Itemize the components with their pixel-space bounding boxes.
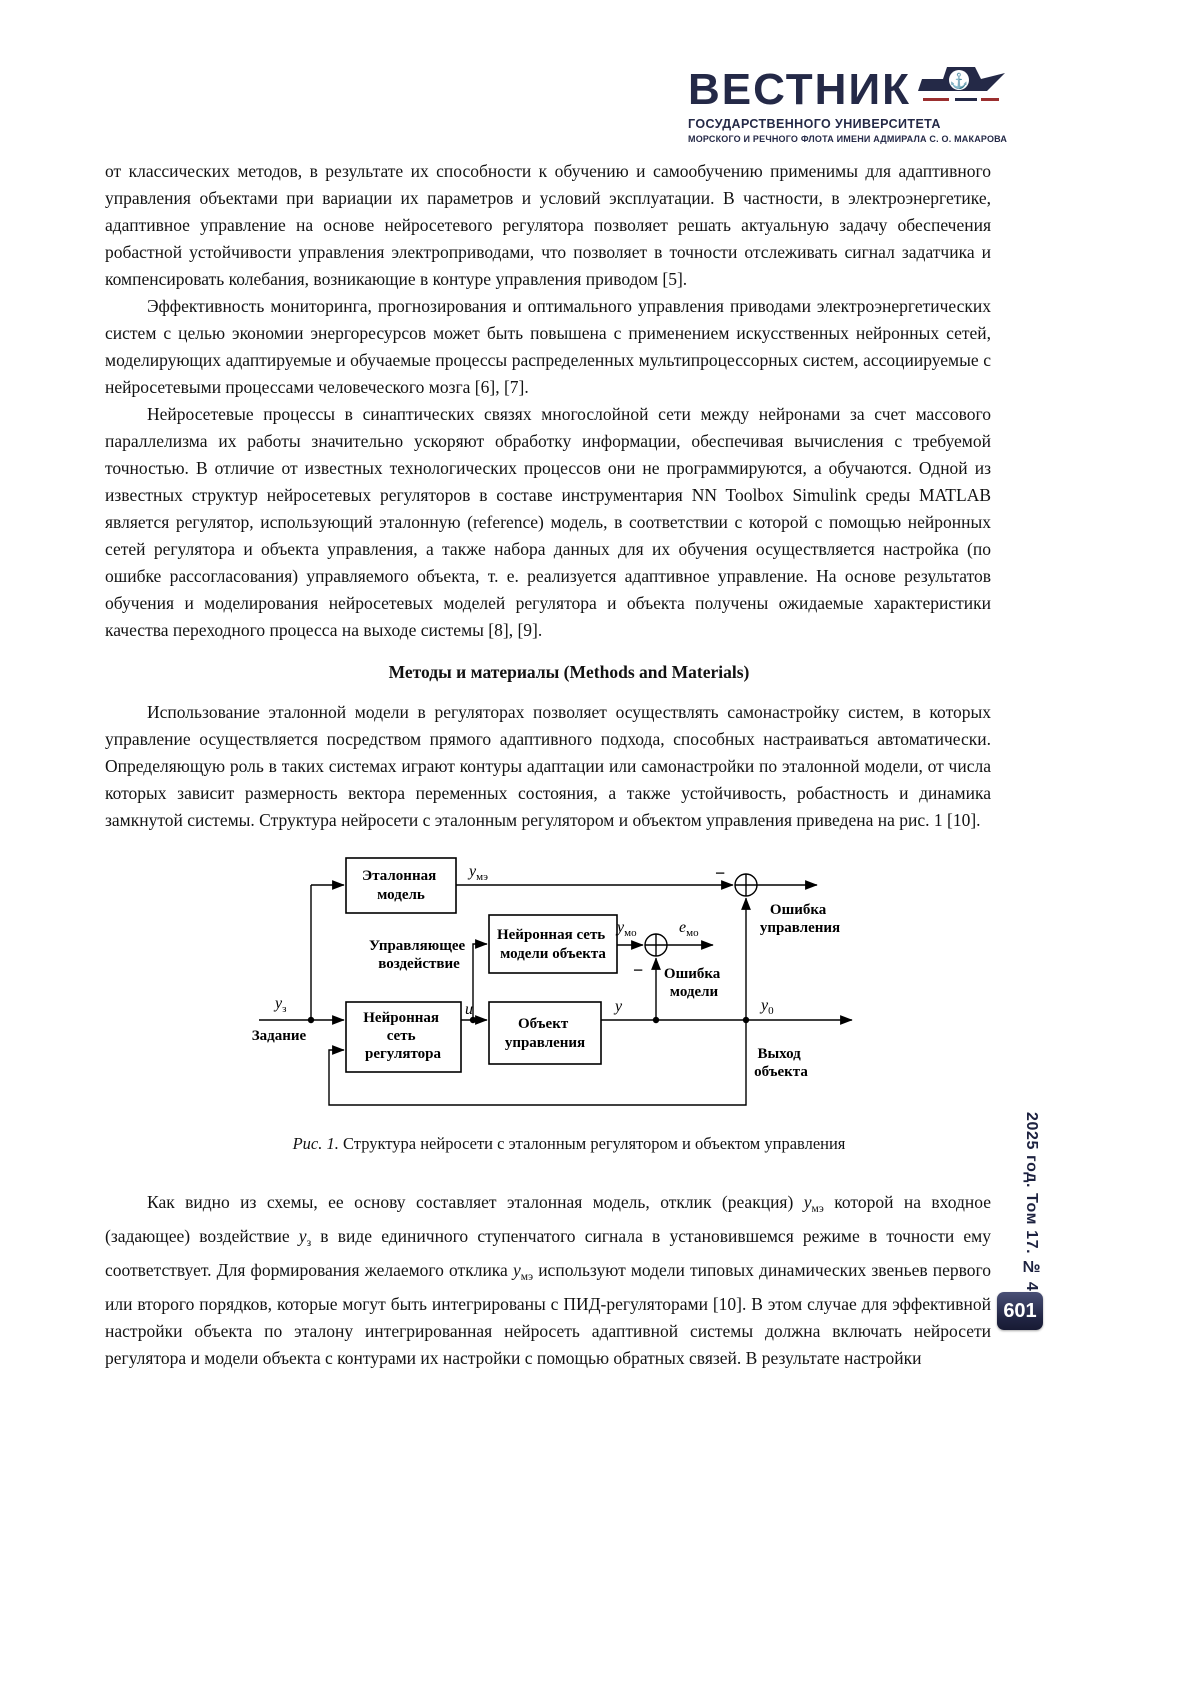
label-control-error: Ошибка управления xyxy=(759,902,841,936)
section-heading: Методы и материалы (Methods and Materials) xyxy=(388,662,750,682)
paragraph-3: Нейросетевые процессы в синаптических связях многослойной сети между нейронами за счет массового параллелизма их работы значительно ускоряют обработку информации, обеспечивая вычисления с требуемой точностью. В отличие от известных технологических процессов они не программируются, а обучаются. Одной из известных структур нейросетевых регуляторов в составе инструментария NN Toolbox Simulink среды MATLAB является регулятор, использующий эталонную (reference) модель, в соответствии с которой с помощью нейронных сетей регулятора и объекта управления, а также набора данных для их обучения осуществляется настройка (по ошибке рассогласования) управляемого объекта, т. е. реализуется адаптивное управление. На основе результатов обучения и моделирования нейросетевых моделей регулятора и объекта получены ожидаемые характеристики качества переходного процесса на выходе системы [8], [9]. xyxy=(105,404,991,640)
sum-junction-control-error xyxy=(735,874,757,896)
anchor-icon: ⚓ xyxy=(949,74,969,90)
journal-subtitle-line1: ГОСУДАРСТВЕННОГО УНИВЕРСИТЕТА xyxy=(688,117,941,131)
paragraph-5: Как видно из схемы, ее основу составляет эталонная модель, отклик (реакция) $y_{мэ}$ которой на входное (задающее) воздействие $y_з$ в виде единичного ступенчатого сигнала в установившемся режиме в точности ему соответствует. Для формирования желаемого отклика $y_{мэ}$ используют модели типовых динамических звеньев первого или второго порядков, которые могут быть интегрированы с ПИД-регуляторами [10]. В этом случае для эффективной настройки объекта по эталону интегрированная нейросеть адаптивной системы должна включать нейросети регулятора и модели объекта с контурами их настройки с помощью обратных связей. В результате настройки xyxy=(105,1192,992,1368)
paragraph-1: от классических методов, в результате их способности к обучению и самообучению применимы для адаптивного управления объектами при вариации их параметров и условий эксплуатации. В частности, в электроэнергетике, адаптивное управление на основе нейросетевого регулятора позволяет решать актуальную задачу обеспечения робастной устойчивости управления электроприводами, что позволяет в точности отслеживать сигнал задатчика и компенсировать колебания, возникающие в контуре управления приводом [5]. xyxy=(105,161,991,289)
control-object-label: Объект управления xyxy=(504,1016,586,1051)
journal-subtitle-line2: МОРСКОГО И РЕЧНОГО ФЛОТА ИМЕНИ АДМИРАЛА С. О. МАКАРОВА xyxy=(688,134,1008,144)
reference-model-label: Эталонная модель xyxy=(362,868,437,903)
journal-header xyxy=(688,58,1008,144)
label-object-output: Выход объекта xyxy=(754,1046,808,1080)
junction-dot xyxy=(308,1017,314,1023)
journal-title: ВЕСТНИК xyxy=(688,65,911,114)
label-y-me: $y_{мэ}$ xyxy=(469,863,488,883)
volume-info-vertical: 2025 год. Том 17. № 4 xyxy=(1023,1112,1040,1292)
label-y-z: $y_з$ xyxy=(275,995,287,1015)
label-y: y xyxy=(615,998,623,1015)
label-setpoint: Задание xyxy=(251,1028,307,1044)
figure-caption: Рис. 1. Структура нейросети с эталонным регулятором и объектом управления xyxy=(292,1134,846,1153)
block-diagram xyxy=(251,850,991,1120)
article-body xyxy=(105,158,991,1372)
wave-dash xyxy=(923,98,949,101)
nn-object-model-label: Нейронная сеть модели объекта xyxy=(496,927,606,962)
page-number-badge: 601 xyxy=(997,1292,1043,1330)
label-y-mo: $y_{мо}$ xyxy=(617,919,637,939)
figure-1 xyxy=(105,850,991,1120)
control-object-block xyxy=(489,1002,601,1064)
minus-sign-model-error: − xyxy=(633,960,644,980)
paragraph-4: Использование эталонной модели в регуляторах позволяет осуществлять самонастройку систем, в которых управление осуществляется посредством прямого адаптивного подхода, способных настраиваться автоматически. Определяющую роль в таких системах играют контуры адаптации или самонастройки по эталонной модели, от числа которых зависит размерность вектора переменных состояния, а также устойчивость, робастность и динамика замкнутой системы. Структура нейросети с эталонным регулятором и объектом управления приведена на рис. 1 [10]. xyxy=(105,702,991,830)
journal-logo xyxy=(688,58,990,112)
label-model-error: Ошибка модели xyxy=(663,966,721,1000)
paragraph-2: Эффективность мониторинга, прогнозирования и оптимального управления приводами электроэнергетических систем с целью экономии энергоресурсов может быть повышена с применением искусственных нейронных сетей, моделирующих адаптируемые и обучаемые процессы распределенных мультипроцессорных систем, ассоциируемые с нейросетевыми процессами человеческого мозга [6], [7]. xyxy=(105,296,991,397)
sum-junction-model-error xyxy=(645,934,667,956)
label-y-0: $y_0$ xyxy=(761,997,774,1017)
reference-model-block xyxy=(346,858,456,913)
nn-object-model-block xyxy=(489,915,617,973)
wave-dash xyxy=(955,98,977,101)
minus-sign-control-error: − xyxy=(715,863,726,883)
ship-icon xyxy=(915,58,1007,112)
junction-dot xyxy=(743,1017,749,1023)
wave-dash xyxy=(981,98,999,101)
label-e-mo: $e_{мо}$ xyxy=(679,919,699,939)
junction-dot xyxy=(653,1017,659,1023)
label-control-action: Управляющее воздействие xyxy=(369,938,466,972)
nn-regulator-label: Нейронная сеть регулятора xyxy=(363,1010,441,1062)
label-u: u xyxy=(465,1001,473,1018)
